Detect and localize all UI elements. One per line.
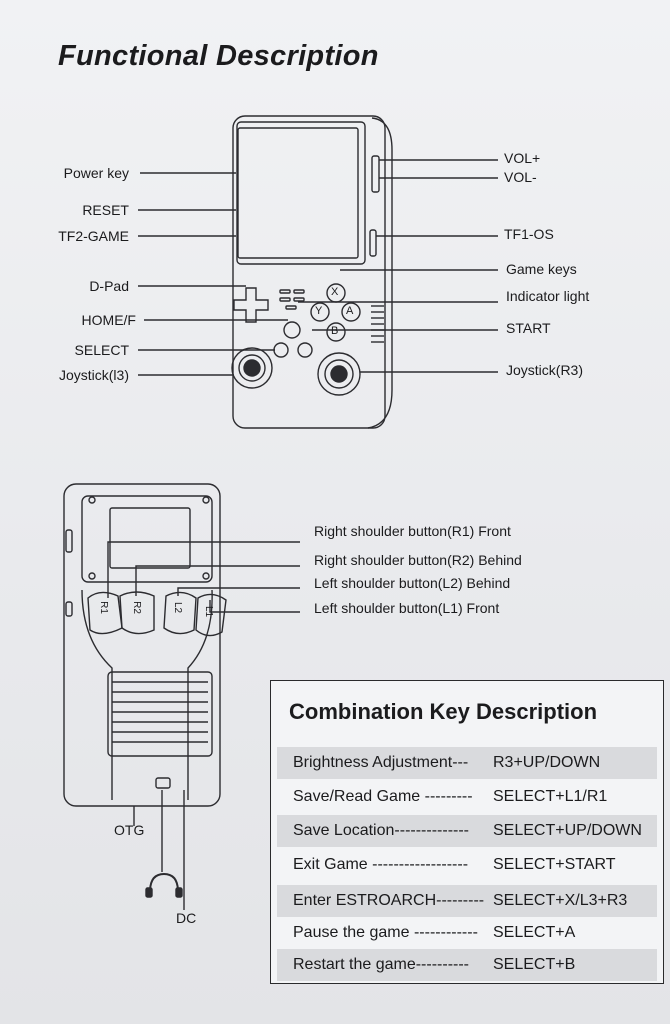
combo-key: Exit Game ------------------	[293, 856, 469, 873]
label-vol-plus: VOL+	[504, 150, 541, 166]
combo-key: Save Location--------------	[293, 822, 469, 839]
combo-key: Brightness Adjustment---	[293, 754, 469, 771]
combo-row	[277, 747, 657, 779]
button-y-label: Y	[315, 305, 323, 317]
label-l2-behind: Left shoulder button(L2) Behind	[314, 575, 511, 591]
label-dc: DC	[176, 910, 197, 926]
headphone-icon	[150, 874, 180, 898]
combo-row	[277, 815, 657, 847]
label-r2-behind: Right shoulder button(R2) Behind	[314, 552, 522, 568]
label-home-f: HOME/F	[81, 312, 136, 328]
combo-key: Pause the game ------------	[293, 924, 478, 941]
mark-r2: R2	[130, 601, 142, 614]
combination-key-box	[270, 680, 664, 984]
combo-row	[277, 849, 657, 881]
label-tf2-game: TF2-GAME	[58, 228, 129, 244]
label-dpad: D-Pad	[89, 278, 129, 294]
label-tf1-os: TF1-OS	[504, 226, 554, 242]
combo-key: Enter ESTROARCH---------	[293, 892, 485, 909]
label-game-keys: Game keys	[506, 261, 577, 277]
label-select: SELECT	[74, 342, 129, 358]
label-r1-front: Right shoulder button(R1) Front	[314, 523, 511, 539]
mark-r1: R1	[97, 601, 109, 614]
label-l1-front: Left shoulder button(L1) Front	[314, 600, 500, 616]
page-title: Functional Description	[58, 40, 379, 72]
combo-value: SELECT+A	[493, 924, 576, 941]
combo-value: SELECT+START	[493, 856, 616, 873]
combo-value: SELECT+X/L3+R3	[493, 892, 628, 909]
label-joystick-r3: Joystick(R3)	[506, 362, 584, 378]
label-joystick-l3: Joystick(l3)	[58, 367, 129, 383]
button-b-label: B	[331, 325, 339, 337]
combo-value: SELECT+UP/DOWN	[493, 822, 642, 839]
button-a-label: A	[346, 305, 354, 317]
combo-value: SELECT+L1/R1	[493, 788, 608, 805]
combo-key: Restart the game----------	[293, 956, 470, 973]
device-back-drawing	[64, 484, 300, 910]
label-vol-minus: VOL-	[504, 169, 537, 185]
combination-title: Combination Key Description	[289, 699, 598, 724]
label-indicator-light: Indicator light	[506, 288, 590, 304]
combo-key: Save/Read Game ---------	[293, 788, 473, 805]
label-power-key: Power key	[63, 165, 129, 181]
combo-row	[277, 885, 657, 917]
mark-l2: L2	[172, 601, 184, 614]
label-start: START	[506, 320, 551, 336]
device-front-drawing	[138, 116, 498, 428]
mark-l1: L1	[203, 605, 215, 618]
label-otg: OTG	[114, 822, 145, 838]
combo-row	[277, 917, 657, 949]
combo-row	[277, 949, 657, 981]
label-reset: RESET	[82, 202, 129, 218]
combo-value: R3+UP/DOWN	[493, 754, 601, 771]
combo-value: SELECT+B	[493, 956, 576, 973]
combo-row	[277, 781, 657, 813]
button-x-label: X	[331, 286, 339, 298]
